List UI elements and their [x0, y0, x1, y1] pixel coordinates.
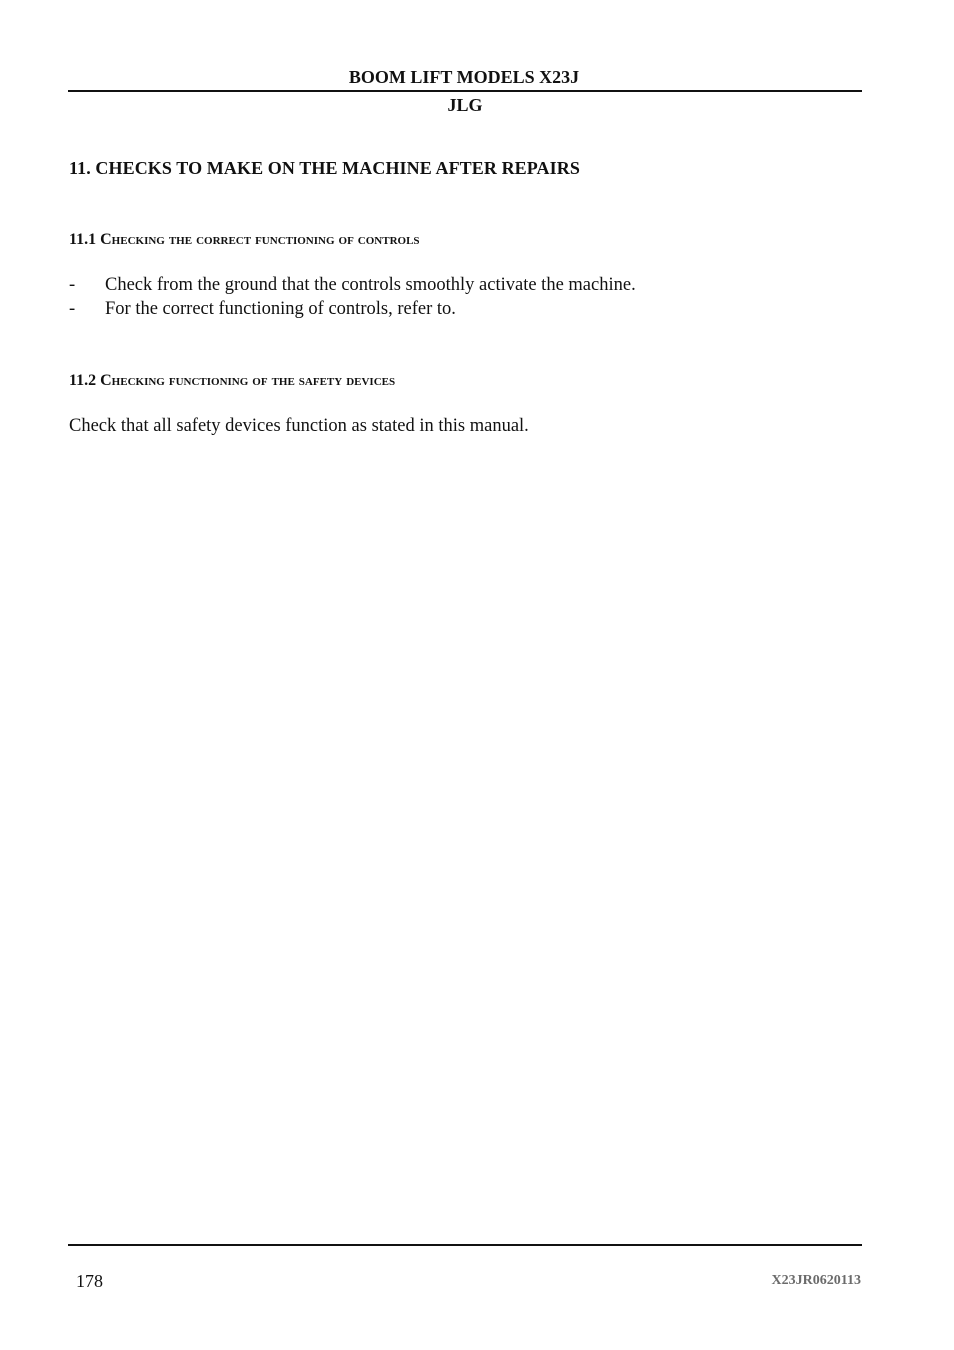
list-item	[69, 273, 636, 297]
safety-devices-paragraph: Check that all safety devices function as stated in this manual.	[69, 416, 529, 436]
page-header	[68, 64, 862, 118]
bullet-dash: -	[69, 275, 76, 295]
document-code: X23JR0620113	[771, 1273, 861, 1288]
page-number: 178	[76, 1271, 103, 1291]
subsection-heading-controls: 11.1 Checking the correct functioning of controls	[69, 231, 420, 248]
footer-divider	[68, 1244, 862, 1246]
brand-name: JLG	[447, 95, 483, 115]
subsection-heading-safety-devices: 11.2 Checking functioning of the safety devices	[69, 372, 396, 389]
list-item-text: Check from the ground that the controls smoothly activate the machine.	[105, 275, 636, 295]
list-item-text: For the correct functioning of controls, refer to.	[105, 299, 456, 319]
document-title: BOOM LIFT MODELS X23J	[348, 67, 580, 87]
section-heading: 11. CHECKS TO MAKE ON THE MACHINE AFTER REPAIRS	[69, 158, 580, 178]
list-item	[69, 297, 636, 321]
bullet-dash: -	[69, 299, 76, 319]
controls-check-list	[69, 273, 636, 321]
